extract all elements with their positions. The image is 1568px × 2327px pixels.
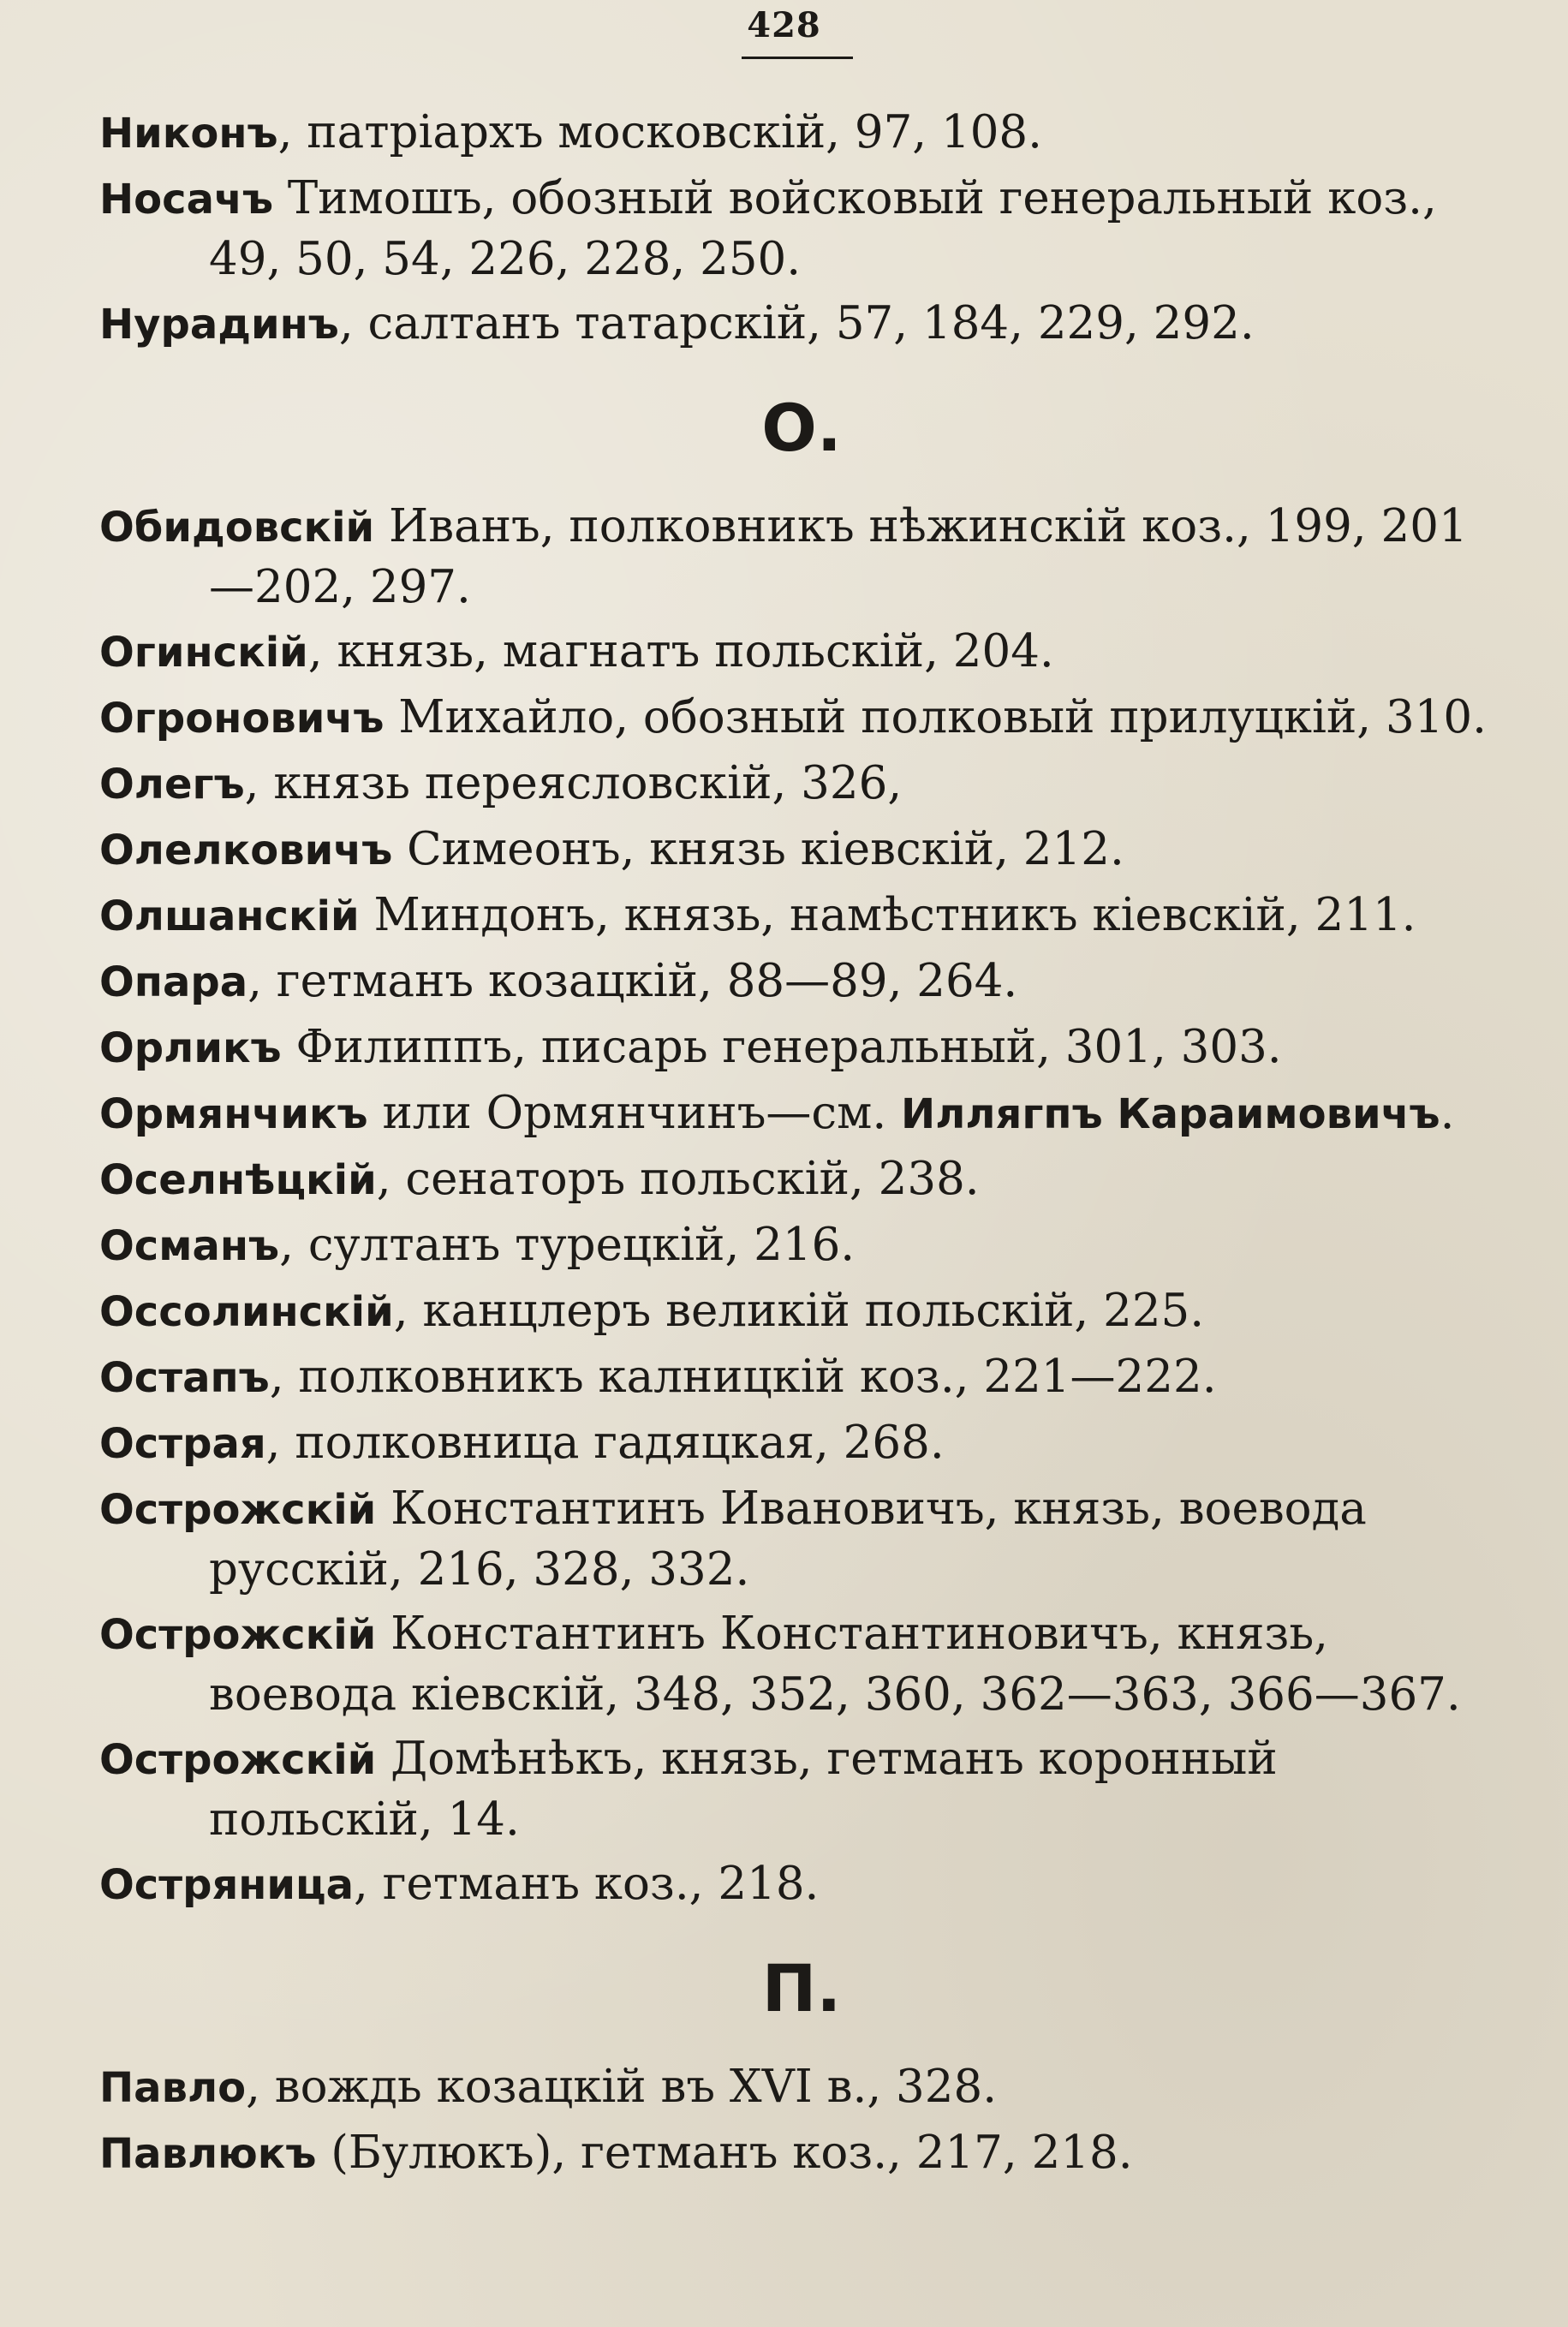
entry-name: Павлюкъ	[99, 2130, 317, 2178]
index-entry	[99, 952, 1504, 1012]
entry-name: Остряница	[99, 1861, 355, 1909]
index-entry	[99, 820, 1504, 880]
entry-text: Константинъ Ивановичъ, князь, воевода русскій, 216, 328, 332.	[209, 1483, 1367, 1596]
index-entry	[99, 886, 1504, 946]
index-entries	[99, 103, 1504, 2189]
entry-name: Оселнѣцкій	[99, 1156, 377, 1204]
entry-text: , салтанъ татарскій, 57, 184, 229, 292.	[338, 297, 1255, 349]
entry-text: , гетманъ козацкій, 88—89, 264.	[247, 955, 1018, 1007]
entry-text: (Булюкъ), гетманъ коз., 217, 218.	[316, 2127, 1133, 2179]
index-entry	[99, 622, 1504, 683]
entry-text: Симеонъ, князь кіевскій, 212.	[392, 823, 1124, 875]
entry-name: Олегъ	[99, 761, 245, 808]
index-entry	[99, 1083, 1504, 1144]
index-entry	[99, 1017, 1504, 1078]
entry-name: Огроновичъ	[99, 695, 385, 743]
entry-text: Иванъ, полковникъ нѣжинскій коз., 199, 201—202, 297.	[209, 500, 1468, 613]
index-entry	[99, 1479, 1504, 1599]
entry-name: Остапъ	[99, 1354, 270, 1402]
entry-text: Филиппъ, писарь генеральный, 301, 303.	[281, 1021, 1282, 1073]
entry-name: Острожскій	[99, 1736, 377, 1784]
entry-name: Орликъ	[99, 1024, 282, 1072]
entry-name: Никонъ	[99, 110, 278, 158]
index-entry	[99, 1854, 1504, 1915]
entry-text: , полковница гадяцкая, 268.	[265, 1417, 945, 1469]
entry-name: Павло	[99, 2064, 247, 2112]
index-entry	[99, 1347, 1504, 1408]
entry-text: , вождь козацкій въ XVI в., 328.	[246, 2061, 998, 2113]
entry-name: Носачъ	[99, 176, 274, 224]
index-entry	[99, 2057, 1504, 2118]
entry-text: , сенаторъ польскій, 238.	[376, 1153, 980, 1205]
section-heading-p: П.	[761, 1950, 842, 2026]
entry-text: Миндонъ, князь, намѣстникъ кіевскій, 211.	[359, 889, 1416, 941]
index-entry	[99, 1604, 1504, 1724]
index-entry	[99, 294, 1504, 355]
entry-name: Опара	[99, 958, 248, 1006]
section-heading-o: О.	[761, 390, 842, 466]
entry-tail: .	[1440, 1087, 1455, 1139]
index-entry	[99, 169, 1504, 289]
entry-name: Османъ	[99, 1222, 280, 1270]
entry-name: Олелковичъ	[99, 826, 393, 874]
page-number: 428	[747, 5, 821, 45]
entry-name: Ормянчикъ	[99, 1090, 368, 1138]
entry-text: , канцлеръ великій польскій, 225.	[393, 1285, 1205, 1337]
entry-text: Константинъ Константиновичъ, князь, воевода кіевскій, 348, 352, 360, 362—363, 366—367.	[209, 1608, 1461, 1721]
entry-name: Острожскій	[99, 1611, 377, 1659]
entry-text: , султанъ турецкій, 216.	[279, 1219, 856, 1271]
index-entry	[99, 103, 1504, 164]
index-entry	[99, 1149, 1504, 1210]
entry-name: Олшанскій	[99, 892, 360, 940]
entry-text: , князь переясловскій, 326,	[244, 757, 903, 809]
index-entry	[99, 2123, 1504, 2184]
entry-name: Оссолинскій	[99, 1288, 394, 1336]
entry-text: , полковникъ калницкій коз., 221—222.	[269, 1351, 1217, 1403]
page-number-rule	[742, 57, 853, 59]
index-entry	[99, 497, 1504, 617]
index-entry	[99, 1413, 1504, 1474]
entry-text: Михайло, обозный полковый прилуцкій, 310.	[384, 691, 1487, 743]
entry-cross-reference: Иллягпъ Караимовичъ	[901, 1090, 1440, 1138]
entry-text: , патріархъ московскій, 97, 108.	[277, 106, 1043, 158]
entry-text: или Ормянчинъ—см.	[367, 1087, 902, 1139]
entry-text: , князь, магнатъ польскій, 204.	[307, 625, 1054, 677]
entry-text: , гетманъ коз., 218.	[354, 1858, 820, 1910]
entry-text: Домѣнѣкъ, князь, гетманъ коронный польскій, 14.	[209, 1733, 1278, 1846]
entry-name: Острая	[99, 1420, 266, 1468]
entry-name: Обидовскій	[99, 504, 375, 552]
index-entry	[99, 1215, 1504, 1276]
index-entry	[99, 754, 1504, 814]
entry-text: Тимошъ, обозный войсковый генеральный коз., 49, 50, 54, 226, 228, 250.	[209, 172, 1437, 285]
index-entry	[99, 1729, 1504, 1849]
index-entry	[99, 688, 1504, 749]
index-entry	[99, 1281, 1504, 1342]
entry-name: Нурадинъ	[99, 301, 339, 349]
entry-name: Острожскій	[99, 1486, 377, 1534]
entry-name: Огинскій	[99, 629, 308, 677]
